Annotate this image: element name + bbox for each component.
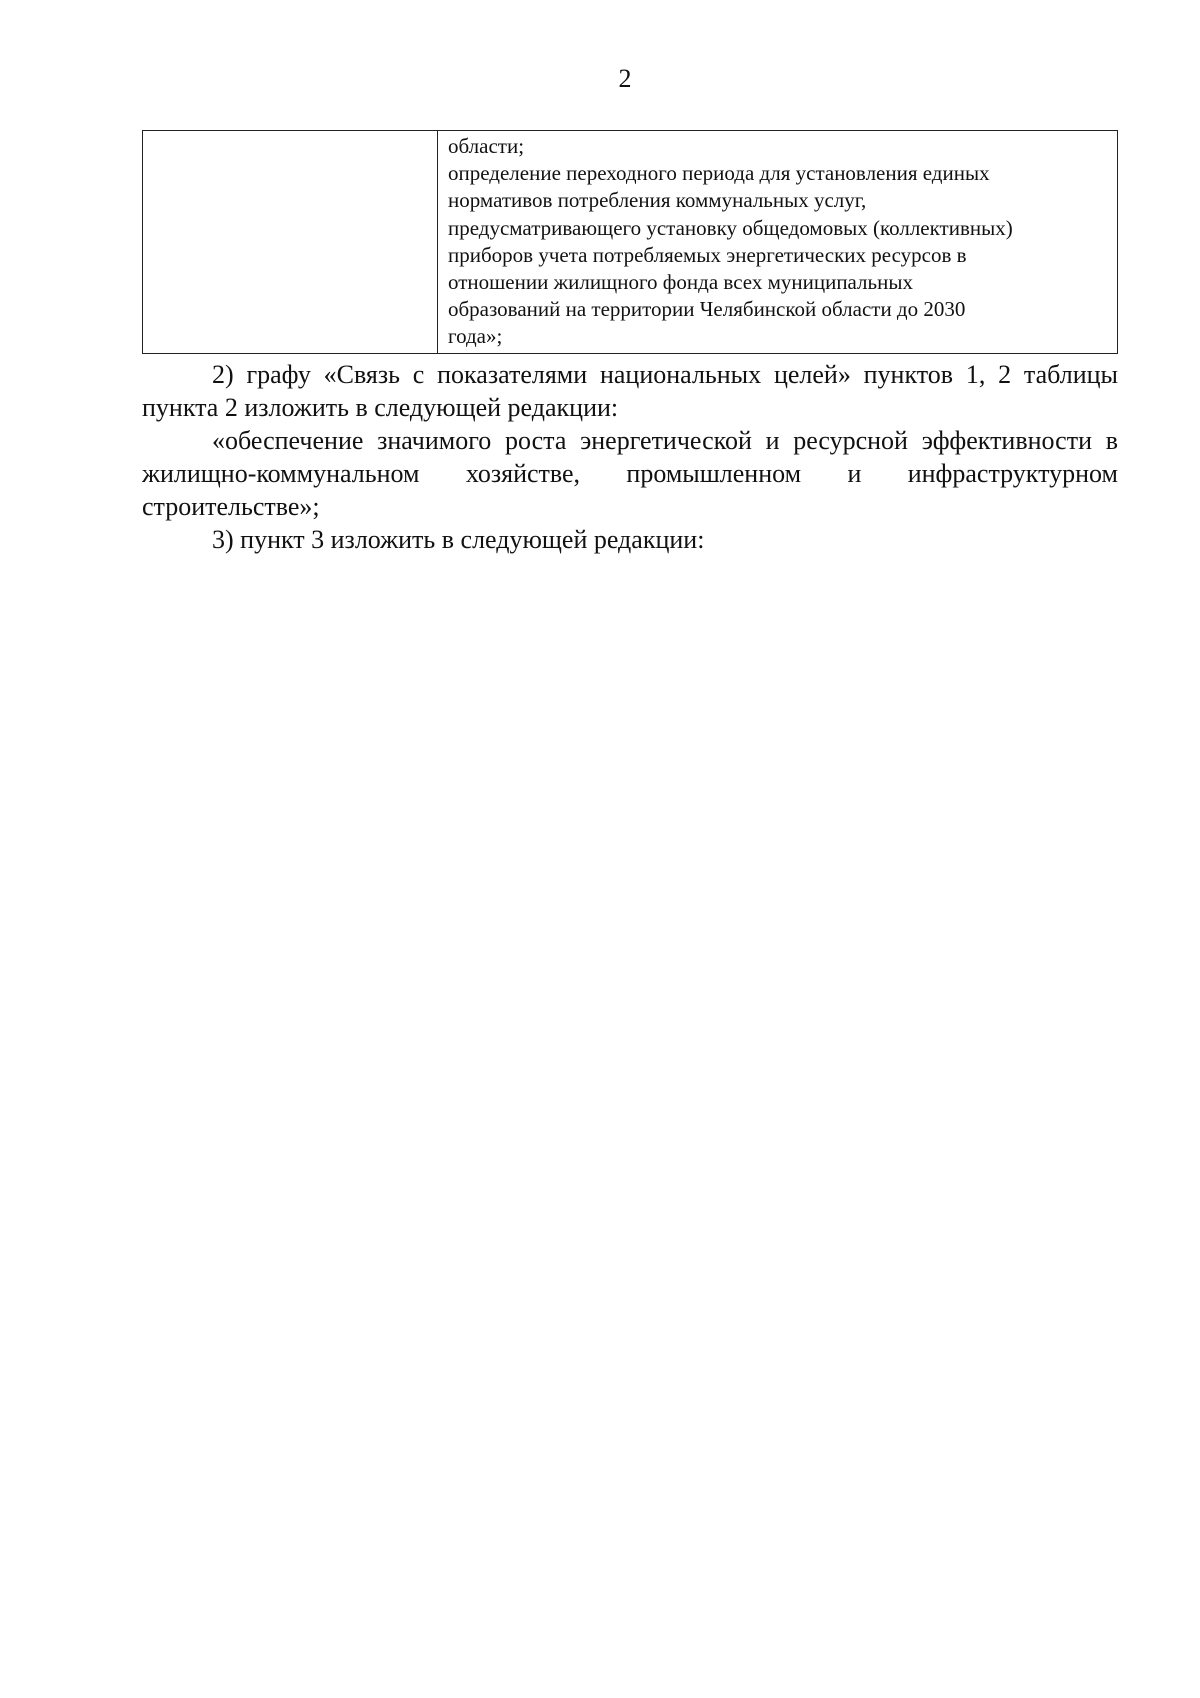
table-cell-line: нормативов потребления коммунальных услуг, — [448, 188, 867, 213]
table-cell-line: определение переходного периода для установления единых — [448, 161, 990, 186]
table-cell-line: приборов учета потребляемых энергетических ресурсов в — [448, 242, 967, 267]
table-cell-right — [438, 131, 1117, 353]
amendment-table — [142, 130, 1118, 354]
table-cell-line: области; — [448, 134, 525, 158]
table-cell-line: отношении жилищного фонда всех муниципальных — [448, 270, 913, 295]
table-cell-line: года»; — [448, 324, 503, 349]
page-number: 2 — [618, 64, 632, 93]
table-cell-line: образований на территории Челябинской области до 2030 — [448, 297, 966, 322]
paragraph-item-3: 3) пункт 3 изложить в следующей редакции: — [212, 525, 705, 554]
paragraph-item-2: 2) графу «Связь с показателями национальных целей» пунктов 1, 2 таблицы пункта 2 изложить в следующей редакции: — [142, 360, 1118, 422]
table-cell-left — [143, 131, 438, 353]
paragraph-quote: «обеспечение значимого роста энергетической и ресурсной эффективности в жилищно-коммунальном хозяйстве, промышленном и инфраструктурном строительстве»; — [142, 426, 1118, 521]
table-cell-line: предусматривающего установку общедомовых (коллективных) — [448, 215, 1013, 240]
